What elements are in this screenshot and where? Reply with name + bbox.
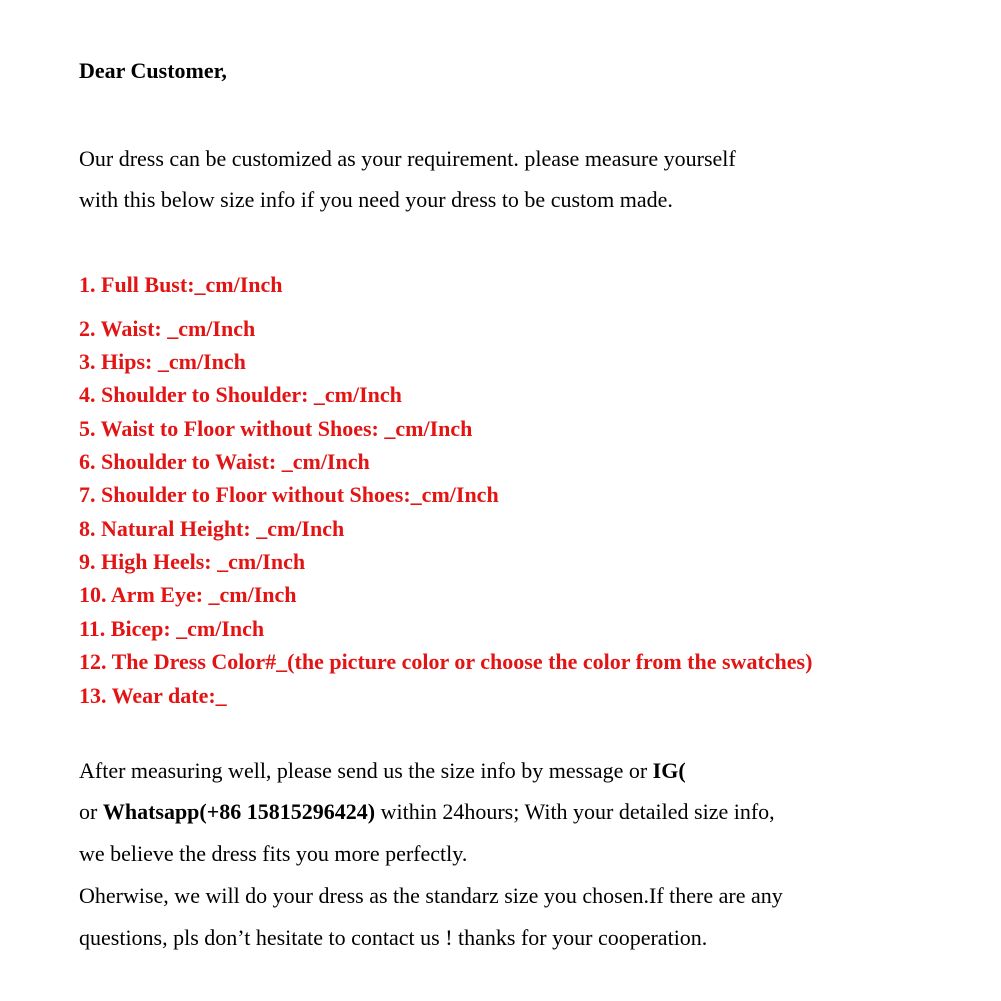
outro-line-3: we believe the dress fits you more perfectly. — [79, 841, 468, 866]
outro-line-2 — [79, 801, 775, 823]
measurement-item: 10. Arm Eye: _cm/Inch — [79, 582, 297, 607]
measurement-item: 4. Shoulder to Shoulder: _cm/Inch — [79, 382, 402, 407]
greeting: Dear Customer, — [79, 58, 227, 83]
measurement-item: 3. Hips: _cm/Inch — [79, 349, 246, 374]
instagram-label: IG( — [652, 758, 686, 783]
outro-line-1-text: After measuring well, please send us the size info by message or — [79, 758, 653, 783]
measurement-item: 5. Waist to Floor without Shoes: _cm/Inch — [79, 416, 473, 441]
outro-line-2-suffix: within 24hours; With your detailed size info, — [375, 799, 775, 824]
outro-line-2-prefix: or — [79, 799, 103, 824]
outro-line-4: Oherwise, we will do your dress as the standarz size you chosen.If there are any — [79, 883, 783, 908]
outro-line-5: questions, pls don’t hesitate to contact us ! thanks for your cooperation. — [79, 925, 708, 950]
measurement-item: 12. The Dress Color#_(the picture color or choose the color from the swatches) — [79, 649, 813, 674]
measurement-item: 6. Shoulder to Waist: _cm/Inch — [79, 449, 370, 474]
measurement-item: 13. Wear date:_ — [79, 683, 227, 708]
measurement-item: 1. Full Bust:_cm/Inch — [79, 272, 283, 297]
measurement-item: 11. Bicep: _cm/Inch — [79, 616, 265, 641]
measurement-item: 8. Natural Height: _cm/Inch — [79, 516, 345, 541]
measurement-item: 9. High Heels: _cm/Inch — [79, 549, 306, 574]
whatsapp-contact: Whatsapp(+86 15815296424) — [102, 799, 376, 824]
measurement-item: 2. Waist: _cm/Inch — [79, 316, 256, 341]
intro-line-1: Our dress can be customized as your requirement. please measure yourself — [79, 146, 736, 171]
measurement-item: 7. Shoulder to Floor without Shoes:_cm/Inch — [79, 482, 499, 507]
intro-line-2: with this below size info if you need your dress to be custom made. — [79, 187, 673, 212]
outro-line-1 — [79, 760, 686, 782]
